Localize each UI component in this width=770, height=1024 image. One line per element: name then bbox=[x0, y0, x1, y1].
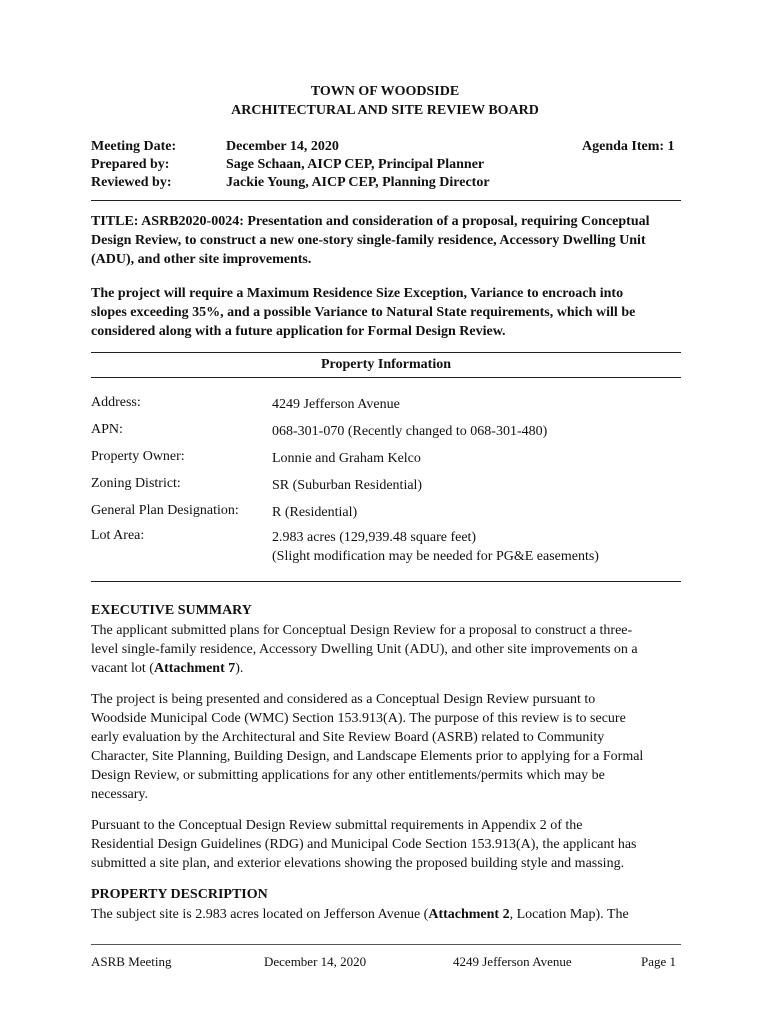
executive-summary-p2 bbox=[91, 690, 681, 804]
text-line: Residential Design Guidelines (RDG) and Municipal Code Section 153.913(A), the applicant has bbox=[91, 837, 637, 852]
text-run: ). bbox=[235, 661, 244, 676]
title-paragraph bbox=[91, 212, 681, 269]
text-line: Design Review, or submitting applications for any other entitlements/permits which may be bbox=[91, 768, 605, 783]
text-run: vacant lot ( bbox=[91, 661, 154, 676]
footer-page-number: Page 1 bbox=[641, 954, 677, 969]
requirements-line: considered along with a future application for Formal Design Review. bbox=[91, 324, 506, 339]
lot-area-note: (Slight modification may be needed for PG&E easements) bbox=[272, 549, 599, 564]
address-value: 4249 Jefferson Avenue bbox=[272, 397, 400, 412]
footer-address: 4249 Jefferson Avenue bbox=[453, 954, 572, 969]
title-line: (ADU), and other site improvements. bbox=[91, 252, 312, 267]
property-top-rule bbox=[91, 352, 681, 353]
text-line: Woodside Municipal Code (WMC) Section 153.913(A). The purpose of this review is to secure bbox=[91, 711, 626, 726]
prepared-by-value: Sage Schaan, AICP CEP, Principal Planner bbox=[226, 157, 485, 172]
text-line: early evaluation by the Architectural and Site Review Board (ASRB) related to Community bbox=[91, 730, 605, 745]
title-line: Design Review, to construct a new one-story single-family residence, Accessory Dwelling Unit bbox=[91, 233, 646, 248]
zoning-label: Zoning District: bbox=[91, 476, 181, 491]
lot-area-label: Lot Area: bbox=[91, 528, 145, 543]
text-line bbox=[91, 905, 681, 924]
text-line: necessary. bbox=[91, 787, 149, 802]
footer-meeting: ASRB Meeting bbox=[91, 954, 172, 969]
board-name: ARCHITECTURAL AND SITE REVIEW BOARD bbox=[231, 103, 539, 118]
footer-date: December 14, 2020 bbox=[264, 954, 367, 969]
text-line: level single-family residence, Accessory Dwelling Unit (ADU), and other site improvements on a bbox=[91, 642, 638, 657]
property-description-p1 bbox=[91, 905, 681, 924]
owner-label: Property Owner: bbox=[91, 449, 185, 464]
lot-area-line: 2.983 acres (129,939.48 square feet) bbox=[272, 530, 477, 545]
property-heading-rule bbox=[91, 377, 681, 378]
apn-value: 068-301-070 (Recently changed to 068-301-480) bbox=[272, 424, 548, 439]
requirements-line: slopes exceeding 35%, and a possible Variance to Natural State requirements, which will be bbox=[91, 305, 636, 320]
text-line: submitted a site plan, and exterior elevations showing the proposed building style and massing. bbox=[91, 856, 625, 871]
property-heading: Property Information bbox=[321, 357, 451, 372]
apn-label: APN: bbox=[91, 422, 123, 437]
requirements-paragraph bbox=[91, 284, 681, 341]
text-line bbox=[91, 659, 681, 678]
text-run: The subject site is 2.983 acres located on Jefferson Avenue ( bbox=[91, 907, 429, 922]
prepared-by-label: Prepared by: bbox=[91, 157, 170, 172]
org-name: TOWN OF WOODSIDE bbox=[310, 84, 460, 99]
attachment-ref: Attachment 7 bbox=[153, 661, 236, 676]
reviewed-by-label: Reviewed by: bbox=[91, 175, 172, 190]
lot-area-value bbox=[272, 528, 681, 566]
executive-summary-p1 bbox=[91, 621, 681, 678]
executive-summary-p3 bbox=[91, 816, 681, 873]
text-line: The project is being presented and considered as a Conceptual Design Review pursuant to bbox=[91, 692, 596, 707]
executive-summary-heading: EXECUTIVE SUMMARY bbox=[91, 603, 252, 618]
title-line: TITLE: ASRB2020-0024: Presentation and consideration of a proposal, requiring Conceptual bbox=[91, 214, 650, 229]
agenda-item: Agenda Item: 1 bbox=[582, 139, 675, 154]
general-plan-label: General Plan Designation: bbox=[91, 503, 239, 518]
zoning-value: SR (Suburban Residential) bbox=[272, 478, 423, 493]
text-line: The applicant submitted plans for Conceptual Design Review for a proposal to construct a three- bbox=[91, 623, 633, 638]
text-line: Pursuant to the Conceptual Design Review submittal requirements in Appendix 2 of the bbox=[91, 818, 583, 833]
attachment-ref: Attachment 2 bbox=[428, 907, 510, 922]
footer-rule bbox=[91, 944, 681, 945]
property-description-heading: PROPERTY DESCRIPTION bbox=[91, 887, 268, 902]
header-rule bbox=[91, 200, 681, 201]
text-line: Character, Site Planning, Building Design, and Landscape Elements prior to applying for a Formal bbox=[91, 749, 644, 764]
general-plan-value: R (Residential) bbox=[272, 505, 358, 520]
meeting-date-value: December 14, 2020 bbox=[226, 139, 339, 154]
requirements-line: The project will require a Maximum Residence Size Exception, Variance to encroach into bbox=[91, 286, 624, 301]
reviewed-by-value: Jackie Young, AICP CEP, Planning Director bbox=[226, 175, 490, 190]
owner-value: Lonnie and Graham Kelco bbox=[272, 451, 421, 466]
text-run: , Location Map). The bbox=[509, 907, 629, 922]
meeting-date-label: Meeting Date: bbox=[91, 139, 177, 154]
address-label: Address: bbox=[91, 395, 141, 410]
property-bottom-rule bbox=[91, 581, 681, 582]
